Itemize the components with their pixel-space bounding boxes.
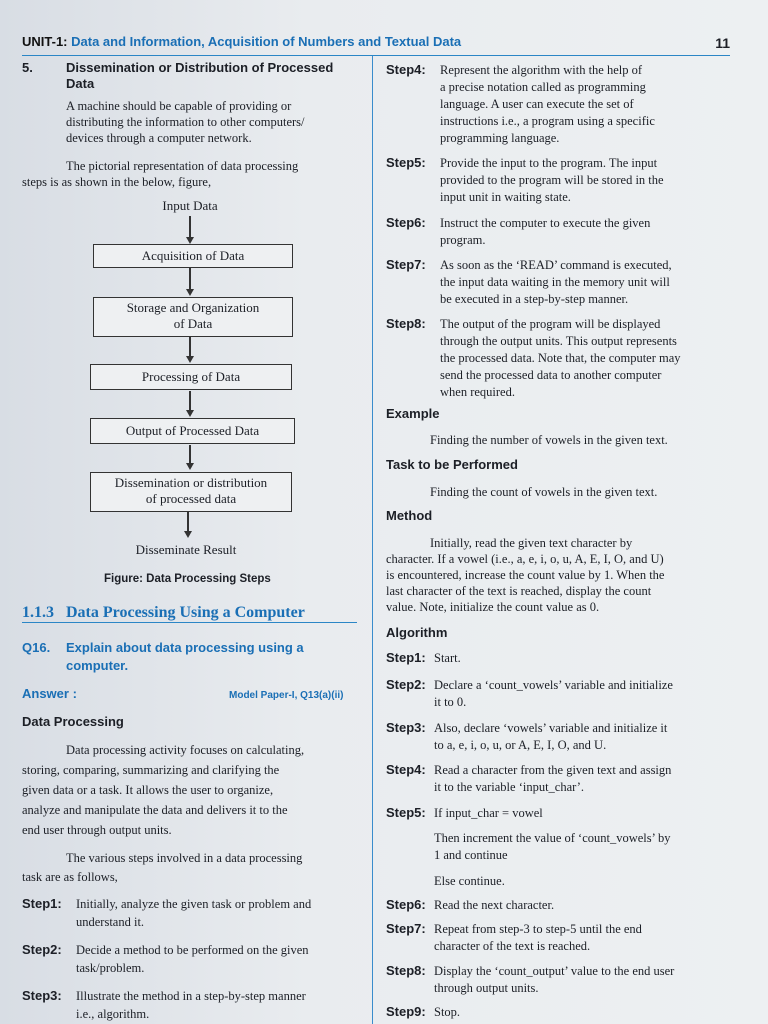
algo-step4-label: Step4: bbox=[386, 762, 426, 777]
unit-title bbox=[22, 34, 461, 49]
left-step3-line1: Illustrate the method in a step-by-step manner bbox=[76, 989, 306, 1003]
right-step4-line5: programming language. bbox=[440, 131, 560, 145]
left-step1-line1: Initially, analyze the given task or problem and bbox=[76, 897, 312, 911]
flow-input-label: Input Data bbox=[162, 198, 218, 213]
flow-arrow bbox=[186, 410, 194, 417]
algo-step1-line1: Start. bbox=[434, 651, 461, 665]
left-step2-line1: Decide a method to be performed on the given bbox=[76, 943, 309, 957]
right-step5-line1: Provide the input to the program. The input bbox=[440, 156, 658, 170]
algo-else-line1: Else continue. bbox=[434, 874, 505, 888]
algo-step7-label: Step7: bbox=[386, 921, 426, 936]
flow-box-dissemination bbox=[90, 472, 292, 512]
flow-box-acquisition: Acquisition of Data bbox=[93, 244, 293, 268]
right-step8-line2: through the output units. This output represents bbox=[440, 334, 677, 348]
answer-label: Answer : bbox=[22, 686, 77, 701]
algo-step6-label: Step6: bbox=[386, 897, 426, 912]
left-step1-label: Step1: bbox=[22, 896, 62, 911]
model-paper-reference: Model Paper-I, Q13(a)(ii) bbox=[229, 690, 344, 701]
flow-box-storage bbox=[93, 297, 293, 337]
q16-text-line1: Explain about data processing using a bbox=[66, 640, 304, 655]
algorithm-heading: Algorithm bbox=[386, 625, 448, 640]
algo-then-line1: Then increment the value of ‘count_vowels’ by bbox=[434, 831, 671, 845]
algo-step4-line2: it to the variable ‘input_char’. bbox=[434, 780, 585, 794]
flow-box-storage-line1: Storage and Organization bbox=[126, 300, 260, 315]
method-line3: is encountered, increase the count value by 1. When the bbox=[386, 568, 665, 582]
q16-number: Q16. bbox=[22, 640, 51, 655]
algo-step9-label: Step9: bbox=[386, 1004, 426, 1019]
algo-step3-line1: Also, declare ‘vowels’ variable and initialize it bbox=[434, 721, 668, 735]
algo-step3-label: Step3: bbox=[386, 720, 426, 735]
flow-arrow bbox=[184, 531, 192, 538]
algo-step8-line2: through output units. bbox=[434, 981, 539, 995]
right-step7-line3: be executed in a step-by-step manner. bbox=[440, 292, 629, 306]
algo-step8-label: Step8: bbox=[386, 963, 426, 978]
right-step4-line3: language. A user can execute the set of bbox=[440, 97, 634, 111]
right-step4-line1: Represent the algorithm with the help of bbox=[440, 63, 643, 77]
algo-then-line2: 1 and continue bbox=[434, 848, 508, 862]
right-step8-line3: the processed data. Note that, the computer may bbox=[440, 351, 681, 365]
page-number: 11 bbox=[715, 35, 730, 51]
left-step2-label: Step2: bbox=[22, 942, 62, 957]
flow-arrow bbox=[186, 463, 194, 470]
running-header bbox=[22, 33, 730, 56]
q5-para1-line1: A machine should be capable of providing or bbox=[66, 99, 292, 113]
unit-topic: Data and Information, Acquisition of Numbers and Textual Data bbox=[71, 34, 462, 49]
right-step5-label: Step5: bbox=[386, 155, 426, 170]
right-step6-label: Step6: bbox=[386, 215, 426, 230]
q5-number: 5. bbox=[22, 60, 33, 75]
algo-step6-line1: Read the next character. bbox=[434, 898, 555, 912]
flow-arrow bbox=[186, 356, 194, 363]
algo-step5-line1: If input_char = vowel bbox=[434, 806, 543, 820]
column-divider bbox=[372, 56, 373, 1024]
flow-box-processing: Processing of Data bbox=[90, 364, 292, 390]
dp-para1-line2: storing, comparing, summarizing and clarifying the bbox=[22, 763, 280, 777]
right-step4-line2: a precise notation called as programming bbox=[440, 80, 646, 94]
data-processing-heading: Data Processing bbox=[22, 714, 124, 729]
right-step8-line1: The output of the program will be displayed bbox=[440, 317, 661, 331]
q5-para2-line2: steps is as shown in the below, figure, bbox=[22, 175, 212, 189]
flow-connector bbox=[189, 216, 191, 238]
algo-step2-line1: Declare a ‘count_vowels’ variable and initialize bbox=[434, 678, 673, 692]
task-heading: Task to be Performed bbox=[386, 457, 518, 472]
right-step8-line5: when required. bbox=[440, 385, 515, 399]
right-step5-line3: input unit in waiting state. bbox=[440, 190, 571, 204]
left-step2-line2: task/problem. bbox=[76, 961, 145, 975]
figure-caption: Figure: Data Processing Steps bbox=[104, 573, 271, 585]
flow-connector bbox=[187, 512, 189, 532]
method-line1: Initially, read the given text character by bbox=[430, 536, 633, 550]
method-line5: value. Note, initialize the count value as 0. bbox=[386, 600, 600, 614]
flow-connector bbox=[189, 337, 191, 357]
task-text: Finding the count of vowels in the given text. bbox=[430, 485, 658, 499]
algo-step9-line1: Stop. bbox=[434, 1005, 461, 1019]
algo-step4-line1: Read a character from the given text and assign bbox=[434, 763, 672, 777]
left-step3-line2: i.e., algorithm. bbox=[76, 1007, 150, 1021]
right-step8-line4: send the processed data to another computer bbox=[440, 368, 662, 382]
q16-text-line2: computer. bbox=[66, 658, 129, 673]
flow-box-storage-line2: of Data bbox=[173, 316, 213, 331]
algo-step5-label: Step5: bbox=[386, 805, 426, 820]
right-step5-line2: provided to the program will be stored in the bbox=[440, 173, 664, 187]
flow-connector bbox=[189, 445, 191, 464]
method-line2: character. If a vowel (i.e., a, e, i, o, u, A, E, I, O, and U) bbox=[386, 552, 664, 566]
section-title: Data Processing Using a Computer bbox=[66, 604, 305, 621]
dp-para1-line3: given data or a task. It allows the user to organize, bbox=[22, 783, 274, 797]
algo-step8-line1: Display the ‘count_output’ value to the end user bbox=[434, 964, 675, 978]
flow-connector bbox=[189, 268, 191, 290]
left-step3-label: Step3: bbox=[22, 988, 62, 1003]
section-heading bbox=[22, 604, 357, 623]
flow-box-output: Output of Processed Data bbox=[90, 418, 295, 444]
method-heading: Method bbox=[386, 508, 433, 523]
section-number: 1.1.3 bbox=[22, 604, 54, 621]
flow-connector bbox=[189, 391, 191, 411]
q5-para2-line1: The pictorial representation of data processing bbox=[66, 159, 299, 173]
left-step1-line2: understand it. bbox=[76, 915, 145, 929]
q5-para1-line3: devices through a computer network. bbox=[66, 131, 252, 145]
algo-step7-line2: character of the text is reached. bbox=[434, 939, 591, 953]
right-step4-label: Step4: bbox=[386, 62, 426, 77]
algo-step7-line1: Repeat from step-3 to step-5 until the end bbox=[434, 922, 642, 936]
algo-step2-line2: it to 0. bbox=[434, 695, 467, 709]
dp-para1-line4: analyze and manipulate the data and delivers it to the bbox=[22, 803, 288, 817]
algo-step3-line2: to a, e, i, o, u, or A, E, I, O, and U. bbox=[434, 738, 607, 752]
right-step6-line2: program. bbox=[440, 233, 486, 247]
dp-para2-line2: task are as follows, bbox=[22, 870, 118, 884]
unit-label: UNIT-1: bbox=[22, 34, 68, 49]
right-step4-line4: instructions i.e., a program using a specific bbox=[440, 114, 655, 128]
right-step7-line1: As soon as the ‘READ’ command is executed, bbox=[440, 258, 672, 272]
q5-title-line1: Dissemination or Distribution of Processed bbox=[66, 60, 334, 75]
flow-box-dissemination-line1: Dissemination or distribution bbox=[114, 475, 268, 490]
right-step7-line2: the input data waiting in the memory unit will bbox=[440, 275, 670, 289]
q5-title-line2: Data bbox=[66, 76, 95, 91]
q5-para1-line2: distributing the information to other computers/ bbox=[66, 115, 305, 129]
flow-box-dissemination-line2: of processed data bbox=[145, 491, 237, 506]
dp-para1-line1: Data processing activity focuses on calculating, bbox=[66, 743, 305, 757]
flow-result-label: Disseminate Result bbox=[135, 542, 237, 557]
dp-para1-line5: end user through output units. bbox=[22, 823, 172, 837]
example-heading: Example bbox=[386, 406, 440, 421]
right-step7-label: Step7: bbox=[386, 257, 426, 272]
right-step6-line1: Instruct the computer to execute the given bbox=[440, 216, 651, 230]
example-text: Finding the number of vowels in the given text. bbox=[430, 433, 668, 447]
dp-para2-line1: The various steps involved in a data processing bbox=[66, 851, 303, 865]
method-line4: last character of the text is reached, display the count bbox=[386, 584, 652, 598]
flow-arrow bbox=[186, 237, 194, 244]
right-step8-label: Step8: bbox=[386, 316, 426, 331]
algo-step1-label: Step1: bbox=[386, 650, 426, 665]
flow-arrow bbox=[186, 289, 194, 296]
algo-step2-label: Step2: bbox=[386, 677, 426, 692]
